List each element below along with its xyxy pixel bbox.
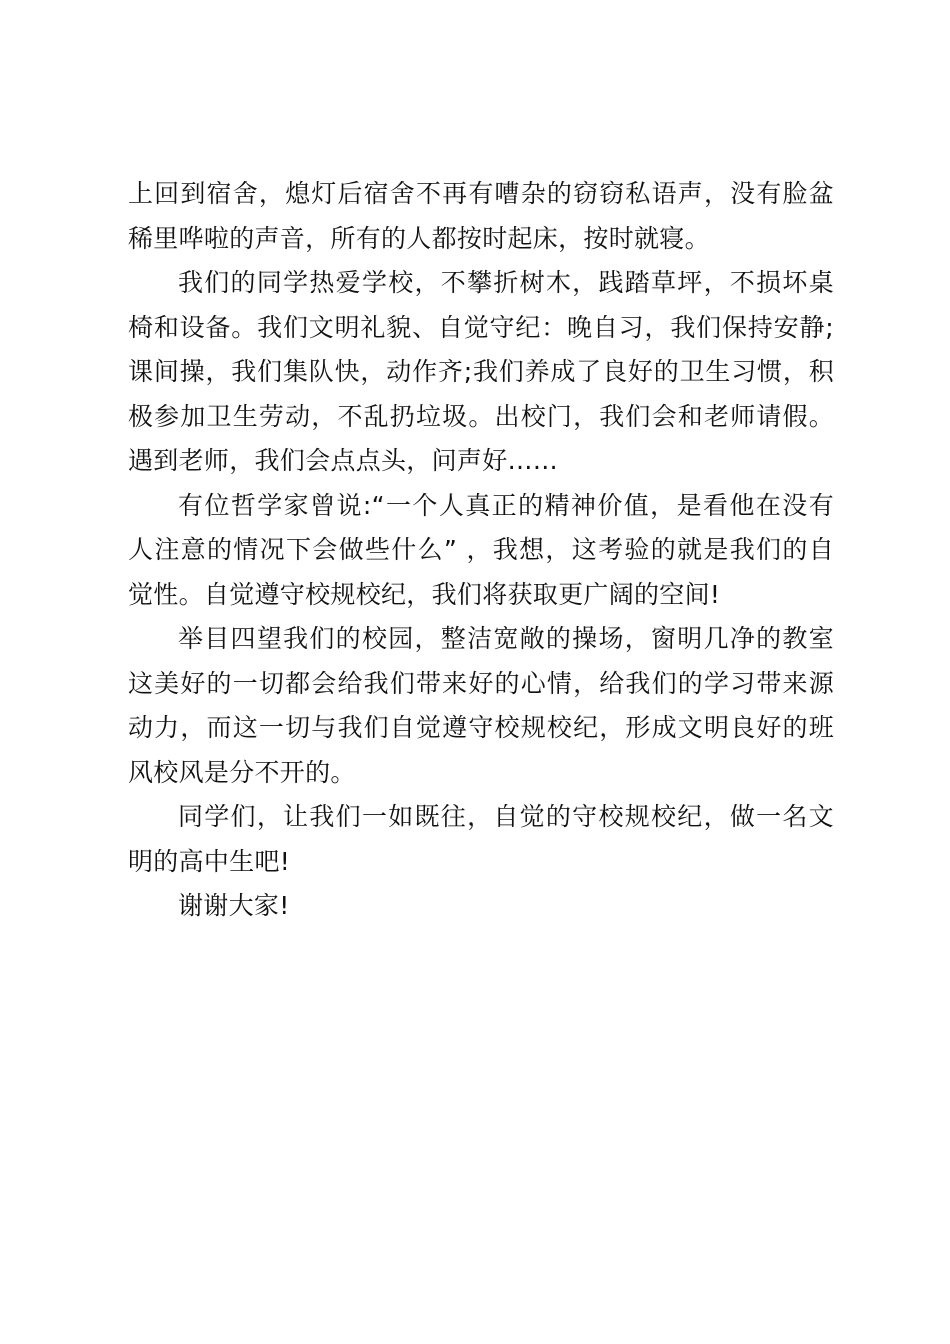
paragraph-start-line: 举目四望我们的校园，整洁宽敞的操场，窗明几净的教室 xyxy=(178,624,834,653)
paragraph-start-line: 同学们，让我们一如既往，自觉的守校规校纪，做一名文 xyxy=(178,802,834,831)
paragraph-start-line: 我们的同学热爱学校，不攀折树木，践踏草坪，不损坏桌 xyxy=(178,268,834,297)
text-line: 课间操，我们集队快，动作齐;我们养成了良好的卫生习惯，积 xyxy=(128,357,834,386)
text-line: 觉性。自觉遵守校规校纪，我们将获取更广阔的空间! xyxy=(128,579,721,609)
text-line: 椅和设备。我们文明礼貌、自觉守纪：晚自习，我们保持安静; xyxy=(128,312,834,342)
paragraph-start-line: 有位哲学家曾说:“一个人真正的精神价值，是看他在没有 xyxy=(178,490,834,520)
text-line: 遇到老师，我们会点点头，问声好…… xyxy=(128,446,559,475)
text-line: 风校风是分不开的。 xyxy=(128,757,356,787)
text-line: 这美好的一切都会给我们带来好的心情，给我们的学习带来源 xyxy=(128,668,834,698)
text-line: 上回到宿舍，熄灯后宿舍不再有嘈杂的窃窃私语声，没有脸盆 xyxy=(128,179,834,208)
text-line: 人注意的情况下会做些什么” ，我想，这考验的就是我们的自 xyxy=(128,535,834,564)
text-line: 动力，而这一切与我们自觉遵守校规校纪，形成文明良好的班 xyxy=(128,713,834,742)
document-body xyxy=(128,172,834,929)
closing-line: 谢谢大家! xyxy=(178,891,290,920)
text-line: 稀里哗啦的声音，所有的人都按时起床，按时就寝。 xyxy=(128,223,710,253)
text-line: 极参加卫生劳动，不乱扔垃圾。出校门，我们会和老师请假。 xyxy=(128,401,834,431)
text-line: 明的高中生吧! xyxy=(128,846,291,876)
